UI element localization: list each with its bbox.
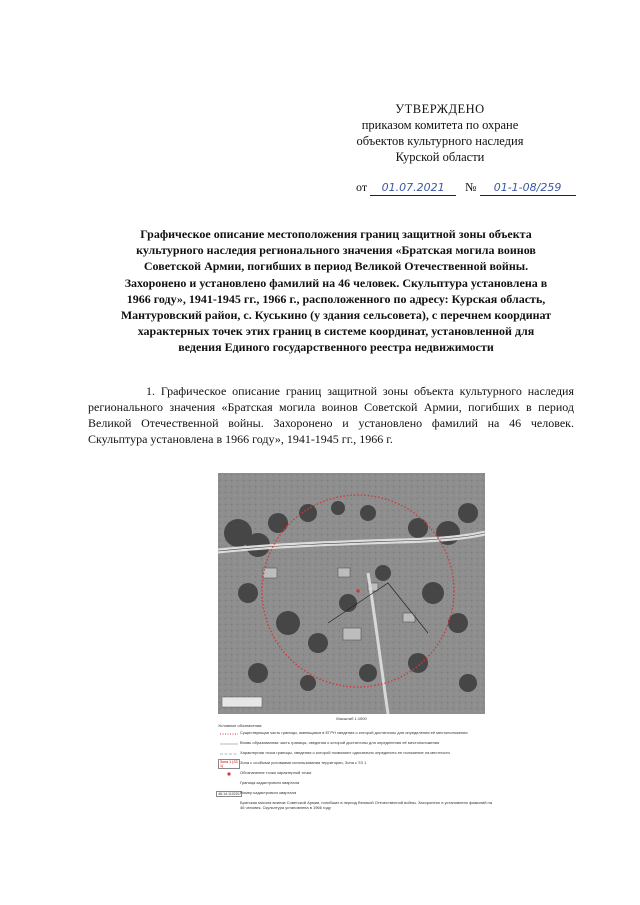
map-scale-caption: Масштаб 1:1000 bbox=[336, 716, 367, 721]
boundary-map bbox=[218, 473, 485, 714]
legend-text: Обозначение точки характерной точки bbox=[240, 770, 312, 775]
approval-line-1: приказом комитета по охране bbox=[361, 118, 519, 132]
order-number: 01-1-08/259 bbox=[493, 181, 562, 194]
legend-item bbox=[218, 730, 493, 739]
order-number-field bbox=[480, 180, 576, 196]
zone-label-icon: Зона 1 (ЗЗ 1) bbox=[218, 759, 240, 769]
order-number-label: № bbox=[465, 180, 477, 194]
legend-text: Существующая часть границы, имеющаяся в ЕГРН сведения о которой достаточны для определения её местоположения bbox=[240, 730, 468, 735]
quarter-label-box bbox=[222, 697, 262, 707]
approval-line-3: Курской области bbox=[395, 150, 485, 164]
legend-item bbox=[218, 750, 493, 759]
monument-point bbox=[356, 589, 360, 593]
thin-line-icon bbox=[218, 740, 240, 748]
legend-title: Условные обозначения: bbox=[218, 723, 263, 728]
legend-text: Братская могила воинов Советской Армии, погибших в период Великой Отечественной войны. Захоронено и установлено фамилий на 46 человек. Скульптура установлена в 1966 году bbox=[240, 800, 492, 810]
legend-text: Вновь образованная часть границы, сведения о которой достаточны для определения её местоположения bbox=[240, 740, 440, 745]
legend-text: Номер кадастрового квартала bbox=[240, 790, 297, 795]
approval-heading: УТВЕРЖДЕНО bbox=[395, 102, 485, 116]
legend-item bbox=[218, 770, 493, 779]
legend-text: Зона с особыми условиями использования территории, Зона с ЗЗ 1 bbox=[240, 760, 367, 765]
dotted-red-line-icon bbox=[218, 730, 240, 738]
legend-text: Граница кадастрового квартала bbox=[240, 780, 300, 785]
dashed-line-icon bbox=[218, 750, 240, 758]
legend-item bbox=[218, 740, 493, 749]
quarter-label-icon: 46:14:110201 bbox=[218, 792, 240, 796]
legend-item bbox=[218, 790, 493, 799]
legend-text: Характерная точка границы, сведения о которой позволяют однозначно определить ее положение на местности bbox=[240, 750, 450, 755]
document-title: Графическое описание местоположения границ защитной зоны объекта культурного наследия регионального значения «Братская могила воинов Советской Армии, погибших в период Великой Отечественной войны. Захоронено и установлено фамилий на 46 человек. Скульптура установлена в 1966 году», 1941-1945 гг., 1966 г., расположенного по адресу: Курская область, Мантуровский район, с. Куськино (у здания сельсовета), с перечнем координат характерных точек этих границ в системе координат, установленной для ведения Единого государственного реестра недвижимости bbox=[120, 227, 552, 355]
map-image bbox=[218, 473, 485, 714]
legend-item bbox=[218, 780, 493, 789]
approval-block bbox=[300, 101, 580, 165]
order-from-label: от bbox=[356, 180, 368, 194]
order-date-field bbox=[370, 180, 456, 196]
order-line bbox=[356, 180, 576, 196]
approval-line-2: объектов культурного наследия bbox=[356, 134, 524, 148]
red-dot-icon bbox=[218, 770, 240, 778]
map-legend bbox=[218, 723, 493, 811]
legend-item bbox=[218, 760, 493, 769]
section-1-paragraph: 1. Графическое описание границ защитной зоны объекта культурного наследия регионального значения «Братская могила воинов Советской Армии, погибших в период Великой Отечественной войны. Захоронено и установлено фамилий на 46 человек. Скульптура установлена в 1966 году», 1941-1945 гг., 1966 г. bbox=[88, 384, 574, 446]
legend-item bbox=[218, 800, 493, 810]
order-date: 01.07.2021 bbox=[381, 181, 445, 194]
